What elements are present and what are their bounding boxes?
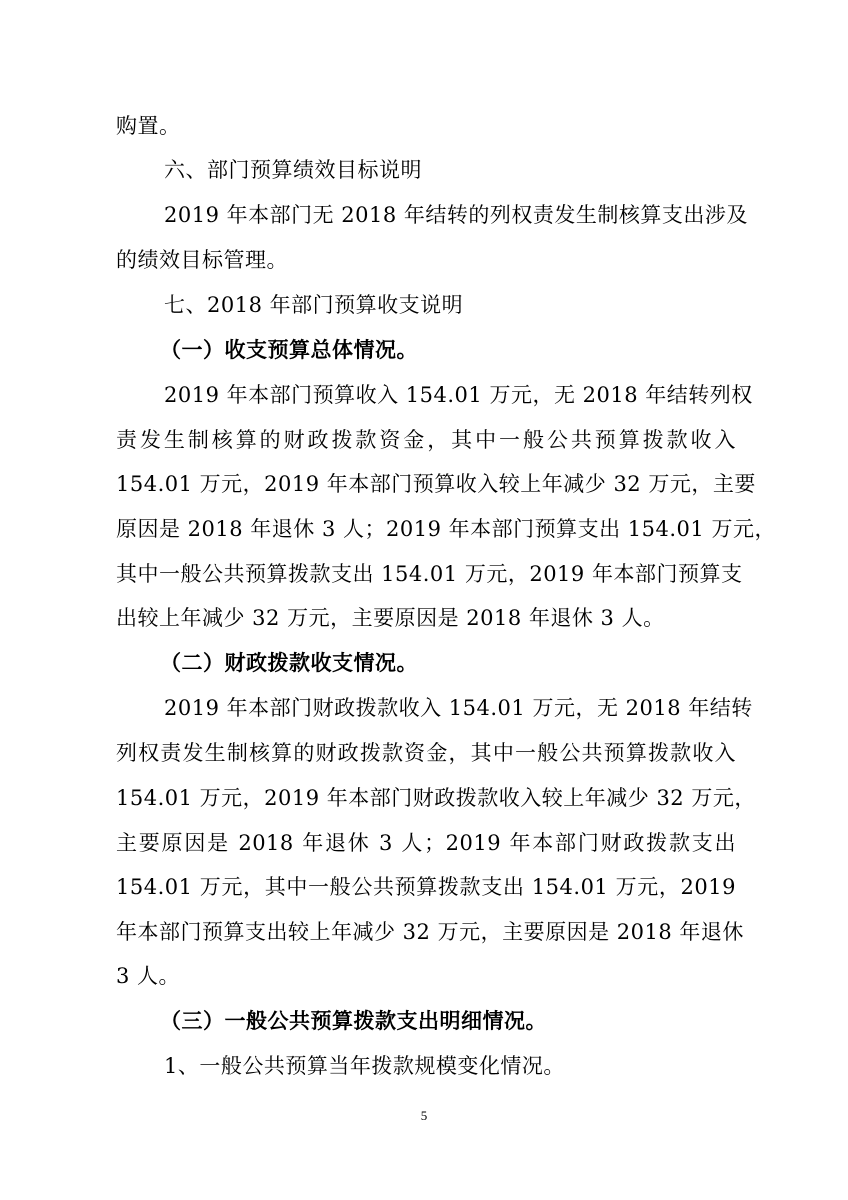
paragraph-line: 2019 年本部门财政拨款收入 154.01 万元，无 2018 年结转 xyxy=(164,696,753,720)
paragraph-line: 其中一般公共预算拨款支出 154.01 万元，2019 年本部门预算支 xyxy=(116,562,743,586)
section-heading: 六、部门预算绩效目标说明 xyxy=(164,158,422,182)
page-number: 5 xyxy=(420,1108,428,1123)
subsection-heading: （二）财政拨款收支情况。 xyxy=(160,650,418,675)
paragraph-line: 154.01 万元，其中一般公共预算拨款支出 154.01 万元，2019 xyxy=(116,875,736,899)
paragraph-line: 出较上年减少 32 万元，主要原因是 2018 年退休 3 人。 xyxy=(116,606,665,630)
paragraph-line: 列权责发生制核算的财政拨款资金，其中一般公共预算拨款收入 xyxy=(116,741,736,765)
paragraph-line: 1、一般公共预算当年拨款规模变化情况。 xyxy=(164,1054,565,1078)
paragraph-line: 3 人。 xyxy=(116,964,181,988)
section-heading: 七、2018 年部门预算收支说明 xyxy=(164,293,464,317)
paragraph-line: 154.01 万元，2019 年本部门财政拨款收入较上年减少 32 万元， xyxy=(116,786,756,810)
paragraph-line: 的绩效目标管理。 xyxy=(116,248,288,272)
paragraph-line: 154.01 万元，2019 年本部门预算收入较上年减少 32 万元，主要 xyxy=(116,472,756,496)
paragraph-line: 年本部门预算支出较上年减少 32 万元，主要原因是 2018 年退休 xyxy=(116,920,744,944)
subsection-heading: （一）收支预算总体情况。 xyxy=(160,337,418,362)
paragraph-line: 2019 年本部门预算收入 154.01 万元，无 2018 年结转列权 xyxy=(164,383,753,407)
paragraph-line: 主要原因是 2018 年退休 3 人；2019 年本部门财政拨款支出 xyxy=(116,831,736,855)
subsection-heading: （三）一般公共预算拨款支出明细情况。 xyxy=(160,1008,547,1033)
paragraph-line: 原因是 2018 年退休 3 人；2019 年本部门预算支出 154.01 万元， xyxy=(116,517,776,541)
paragraph-line: 2019 年本部门无 2018 年结转的列权责发生制核算支出涉及 xyxy=(164,203,748,227)
text-line: 购置。 xyxy=(116,114,181,138)
paragraph-line: 责发生制核算的财政拨款资金，其中一般公共预算拨款收入 xyxy=(116,428,736,452)
